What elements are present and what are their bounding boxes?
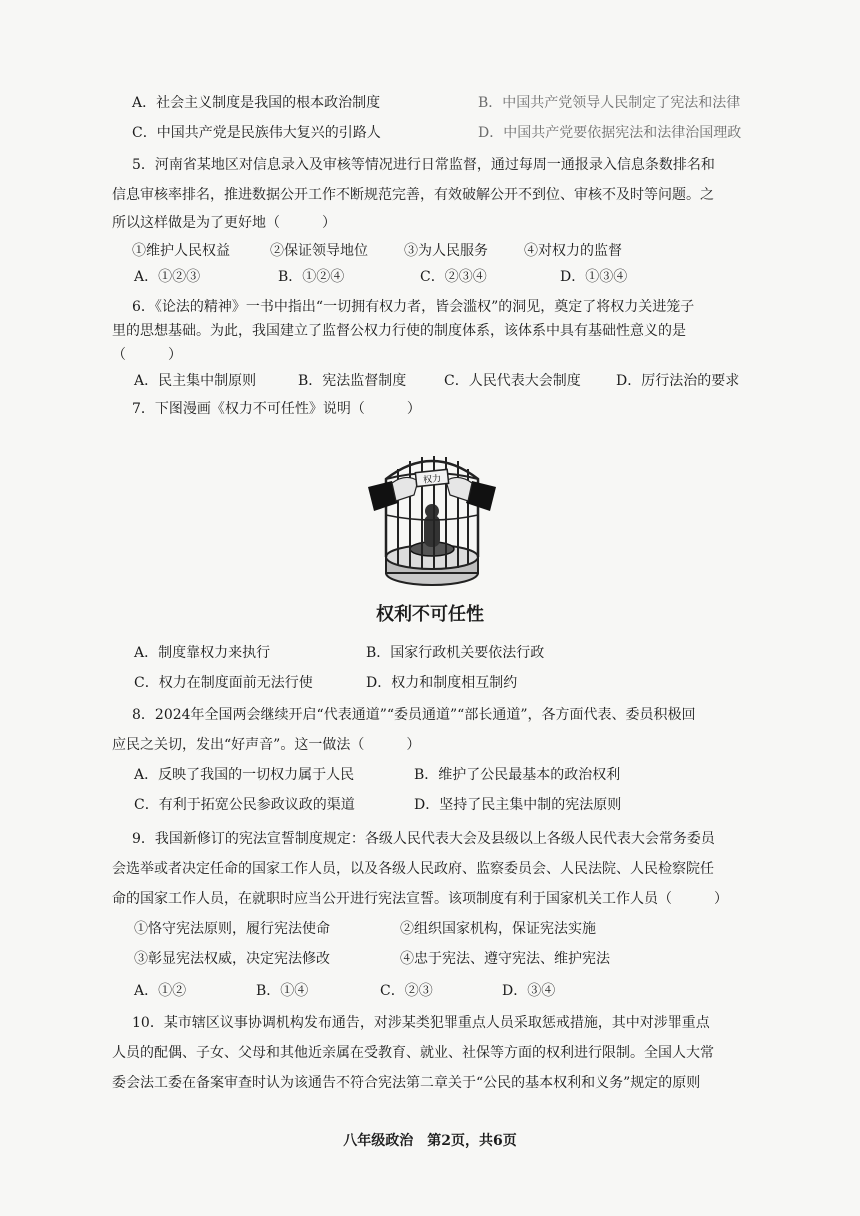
q9-stem-line2: 会选举或者决定任命的国家工作人员，以及各级人民政府、监察委员会、人民法院、人民检察院任 [112,861,714,877]
q9-stem-line1: 9．我国新修订的宪法宣誓制度规定：各级人民代表大会及县级以上各级人民代表大会常务委员 [132,831,715,847]
q5-option-b: B．①②④ [278,269,345,285]
q9-item-1: ①恪守宪法原则，履行宪法使命 [134,921,330,937]
cartoon-caption: 权利不可任性 [376,604,484,625]
q8-option-c: C．有利于拓宽公民参政议政的渠道 [134,797,355,813]
q10-stem-line1: 10．某市辖区议事协调机构发布通告，对涉某类犯罪重点人员采取惩戒措施，其中对涉罪重点 [132,1015,710,1031]
q6-option-c: C．人民代表大会制度 [444,373,581,389]
q5-stem-line2: 信息审核率排名，推进数据公开工作不断规范完善，有效破解公开不到位、审核不及时等问题。之 [112,187,714,203]
q5-item-4: ④对权力的监督 [524,243,622,259]
q9-option-b: B．①④ [256,983,309,999]
q5-option-c: C．②③④ [420,269,487,285]
q5-item-1: ①维护人民权益 [132,243,230,259]
q9-stem-line3: 命的国家工作人员，在就职时应当公开进行宪法宣誓。该项制度有利于国家机关工作人员（ ） [112,891,728,907]
q6-option-d: D．厉行法治的要求 [616,373,740,389]
q4-option-c: C．中国共产党是民族伟大复兴的引路人 [132,125,381,141]
q8-option-b: B．维护了公民最基本的政治权利 [414,767,621,783]
q9-option-c: C．②③ [380,983,433,999]
q7-option-c: C．权力在制度面前无法行使 [134,675,313,691]
q5-item-3: ③为人民服务 [404,243,488,259]
page-footer: 八年级政治 第2页，共6页 [343,1133,517,1149]
q5-option-d: D．①③④ [560,269,628,285]
q7-option-a: A．制度靠权力来执行 [134,645,271,661]
q8-option-a: A．反映了我国的一切权力属于人民 [134,767,355,783]
cage-plaque-label: 权力 [422,474,442,486]
q5-option-a: A．①②③ [134,269,201,285]
q9-item-2: ②组织国家机构，保证宪法实施 [400,921,596,937]
q6-option-b: B．宪法监督制度 [298,373,407,389]
q6-option-a: A．民主集中制原则 [134,373,257,389]
q5-stem-line1: 5．河南省某地区对信息录入及审核等情况进行日常监督，通过每周一通报录入信息条数排名和 [132,157,715,173]
cage-cartoon-image [368,445,496,595]
q4-option-d: D．中国共产党要依据宪法和法律治国理政 [478,125,742,141]
q5-stem-line3: 所以这样做是为了更好地（ ） [112,215,336,231]
q9-option-d: D．③④ [502,983,556,999]
q4-option-b: B．中国共产党领导人民制定了宪法和法律 [478,95,741,111]
q7-option-d: D．权力和制度相互制约 [366,675,518,691]
q8-option-d: D．坚持了民主集中制的宪法原则 [414,797,622,813]
q6-stem-line2: 里的思想基础。为此，我国建立了监督公权力行使的制度体系，该体系中具有基础性意义的是 [112,323,686,339]
q10-stem-line2: 人员的配偶、子女、父母和其他近亲属在受教育、就业、社保等方面的权利进行限制。全国人大常 [112,1045,714,1061]
q9-option-a: A．①② [134,983,187,999]
q7-option-b: B．国家行政机关要依法行政 [366,645,545,661]
q5-item-2: ②保证领导地位 [270,243,368,259]
q4-option-a: A．社会主义制度是我国的根本政治制度 [132,95,381,111]
q7-stem: 7．下图漫画《权力不可任性》说明（ ） [132,401,421,417]
q9-item-3: ③彰显宪法权威，决定宪法修改 [134,951,330,967]
q8-stem-line1: 8．2024年全国两会继续开启“代表通道”“委员通道”“部长通道”，各方面代表、委员积极回 [132,707,696,723]
q10-stem-line3: 委会法工委在备案审查时认为该通告不符合宪法第二章关于“公民的基本权利和义务”规定的原则 [112,1075,701,1091]
q9-item-4: ④忠于宪法、遵守宪法、维护宪法 [400,951,610,967]
q6-stem-line1: 6．《论法的精神》一书中指出“一切拥有权力者，皆会滥权”的洞见，奠定了将权力关进笼子 [132,299,695,315]
q8-stem-line2: 应民之关切，发出“好声音”。这一做法（ ） [112,737,421,753]
q6-stem-line3: （ ） [112,347,182,363]
